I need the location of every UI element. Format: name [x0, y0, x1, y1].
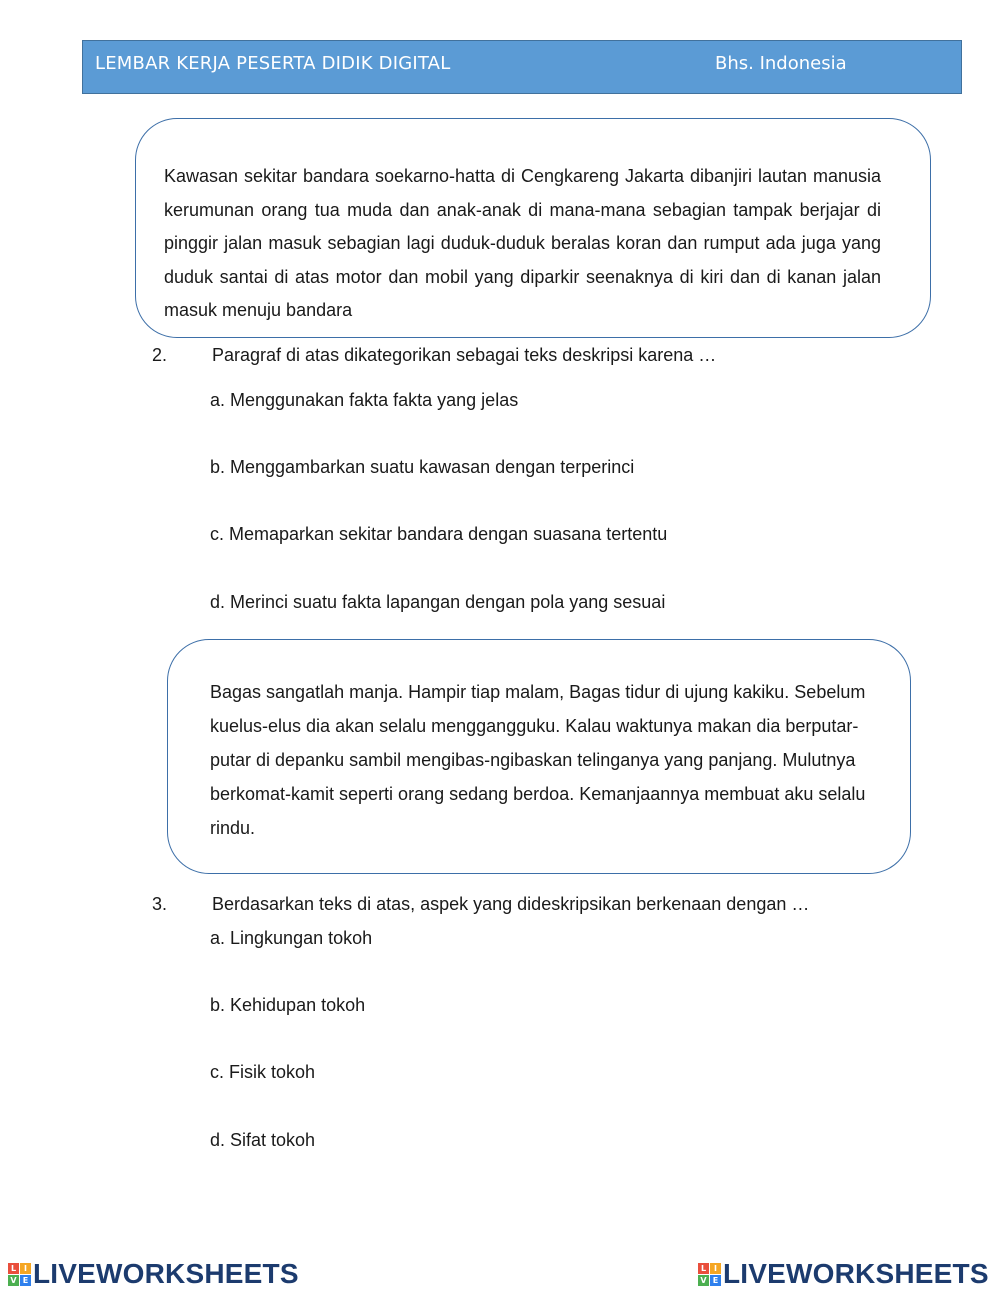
- question-3-text: Berdasarkan teks di atas, aspek yang dideskripsikan berkenaan dengan …: [212, 894, 810, 914]
- question-3-option-d[interactable]: d. Sifat tokoh: [210, 1130, 316, 1150]
- question-2-option-c[interactable]: c. Memaparkan sekitar bandara dengan suasana tertentu: [210, 524, 668, 544]
- liveworksheets-logo-icon: [698, 1263, 721, 1286]
- worksheet-header: [82, 40, 962, 94]
- logo-letter-v: V: [698, 1275, 709, 1286]
- passage-2-text: Bagas sangatlah manja. Hampir tiap malam, Bagas tidur di ujung kakiku. Sebelum kuelus-elus dia akan selalu menggangguku. Kalau waktunya makan dia berputar-putar di depanku sambil mengibas-ngibaskan telinganya yang panjang. Mulutnya berkomat-kamit seperti orang sedang berdoa. Kemanjaannya membuat aku selalu rindu.: [210, 682, 866, 838]
- question-2-text: Paragraf di atas dikategorikan sebagai teks deskripsi karena …: [212, 345, 717, 365]
- question-3-option-a[interactable]: a. Lingkungan tokoh: [210, 928, 373, 948]
- liveworksheets-logo-icon: [8, 1263, 31, 1286]
- question-2-number: 2.: [152, 345, 168, 365]
- liveworksheets-wordmark: LIVEWORKSHEETS: [723, 1258, 989, 1289]
- question-3-option-c[interactable]: c. Fisik tokoh: [210, 1062, 316, 1082]
- question-3-option-b[interactable]: b. Kehidupan tokoh: [210, 995, 366, 1015]
- logo-letter-l: L: [8, 1263, 19, 1274]
- logo-letter-l: L: [698, 1263, 709, 1274]
- liveworksheets-logo-left: [8, 1258, 299, 1290]
- subject-label: Bhs. Indonesia: [715, 53, 847, 74]
- question-2-option-a[interactable]: a. Menggunakan fakta fakta yang jelas: [210, 390, 519, 410]
- logo-letter-e: E: [710, 1275, 721, 1286]
- passage-1-text: Kawasan sekitar bandara soekarno-hatta di Cengkareng Jakarta dibanjiri lautan manusia kerumunan orang tua muda dan anak-anak di mana-mana sebagian tampak berjajar di pinggir jalan masuk sebagian lagi duduk-duduk beralas koran dan rumput ada juga yang duduk santai di atas motor dan mobil yang diparkir seenaknya di kiri dan di kanan jalan masuk menuju bandara: [164, 166, 881, 321]
- liveworksheets-wordmark: LIVEWORKSHEETS: [33, 1258, 299, 1289]
- logo-letter-e: E: [20, 1275, 31, 1286]
- liveworksheets-logo-right: [698, 1258, 989, 1290]
- logo-letter-i: I: [20, 1263, 31, 1274]
- logo-letter-i: I: [710, 1263, 721, 1274]
- question-2-option-d[interactable]: d. Merinci suatu fakta lapangan dengan pola yang sesuai: [210, 592, 666, 612]
- question-2-option-b[interactable]: b. Menggambarkan suatu kawasan dengan terperinci: [210, 457, 635, 477]
- question-3-number: 3.: [152, 894, 168, 914]
- worksheet-title: LEMBAR KERJA PESERTA DIDIK DIGITAL: [95, 53, 451, 74]
- logo-letter-v: V: [8, 1275, 19, 1286]
